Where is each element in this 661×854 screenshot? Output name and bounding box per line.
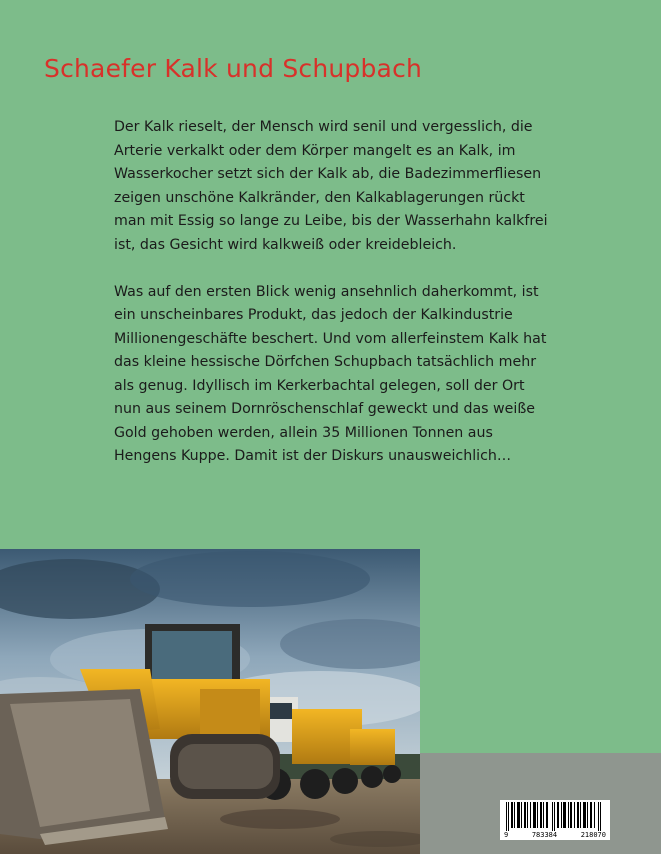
book-title: Schaefer Kalk und Schupbach: [44, 54, 423, 83]
construction-machinery-photo: [0, 549, 420, 854]
blurb-text: [114, 116, 554, 492]
barcode-digits-left: 783384: [531, 831, 558, 839]
barcode-digits-right: 218070: [580, 831, 606, 839]
barcode-digit-first: 9: [504, 831, 509, 839]
blurb-paragraph-1: Der Kalk rieselt, der Mensch wird senil und vergesslich, die Arterie verkalkt oder dem Körper mangelt es an Kalk, im Wasserkocher setzt sich der Kalk ab, die Badezimmerfliesen zeigen unschöne Kalkränder, den Kalkablagerungen rückt man mit Essig so lange zu Leibe, bis der Wasserhahn kalkfrei ist, das Gesicht wird kalkweiß oder kreidebleich.: [114, 119, 548, 253]
barcode-digits: [500, 831, 610, 839]
blurb-paragraph-2: Was auf den ersten Blick wenig ansehnlich daherkommt, ist ein unscheinbares Produkt, das jedoch der Kalkindustrie Millionengeschäfte beschert. Und vom allerfeinstem Kalk hat das kleine hessische Dörfchen Schupbach tatsächlich mehr als genug. Idyllisch im Kerkerbachtal gelegen, soll der Ort nun aus seinem Dornröschenschlaf geweckt und das weiße Gold gehoben werden, allein 35 Millionen Tonnen aus Hengens Kuppe. Damit ist der Diskurs unausweichlich…: [114, 283, 547, 464]
barcode-bars: [500, 800, 610, 832]
isbn-barcode: [500, 800, 610, 840]
